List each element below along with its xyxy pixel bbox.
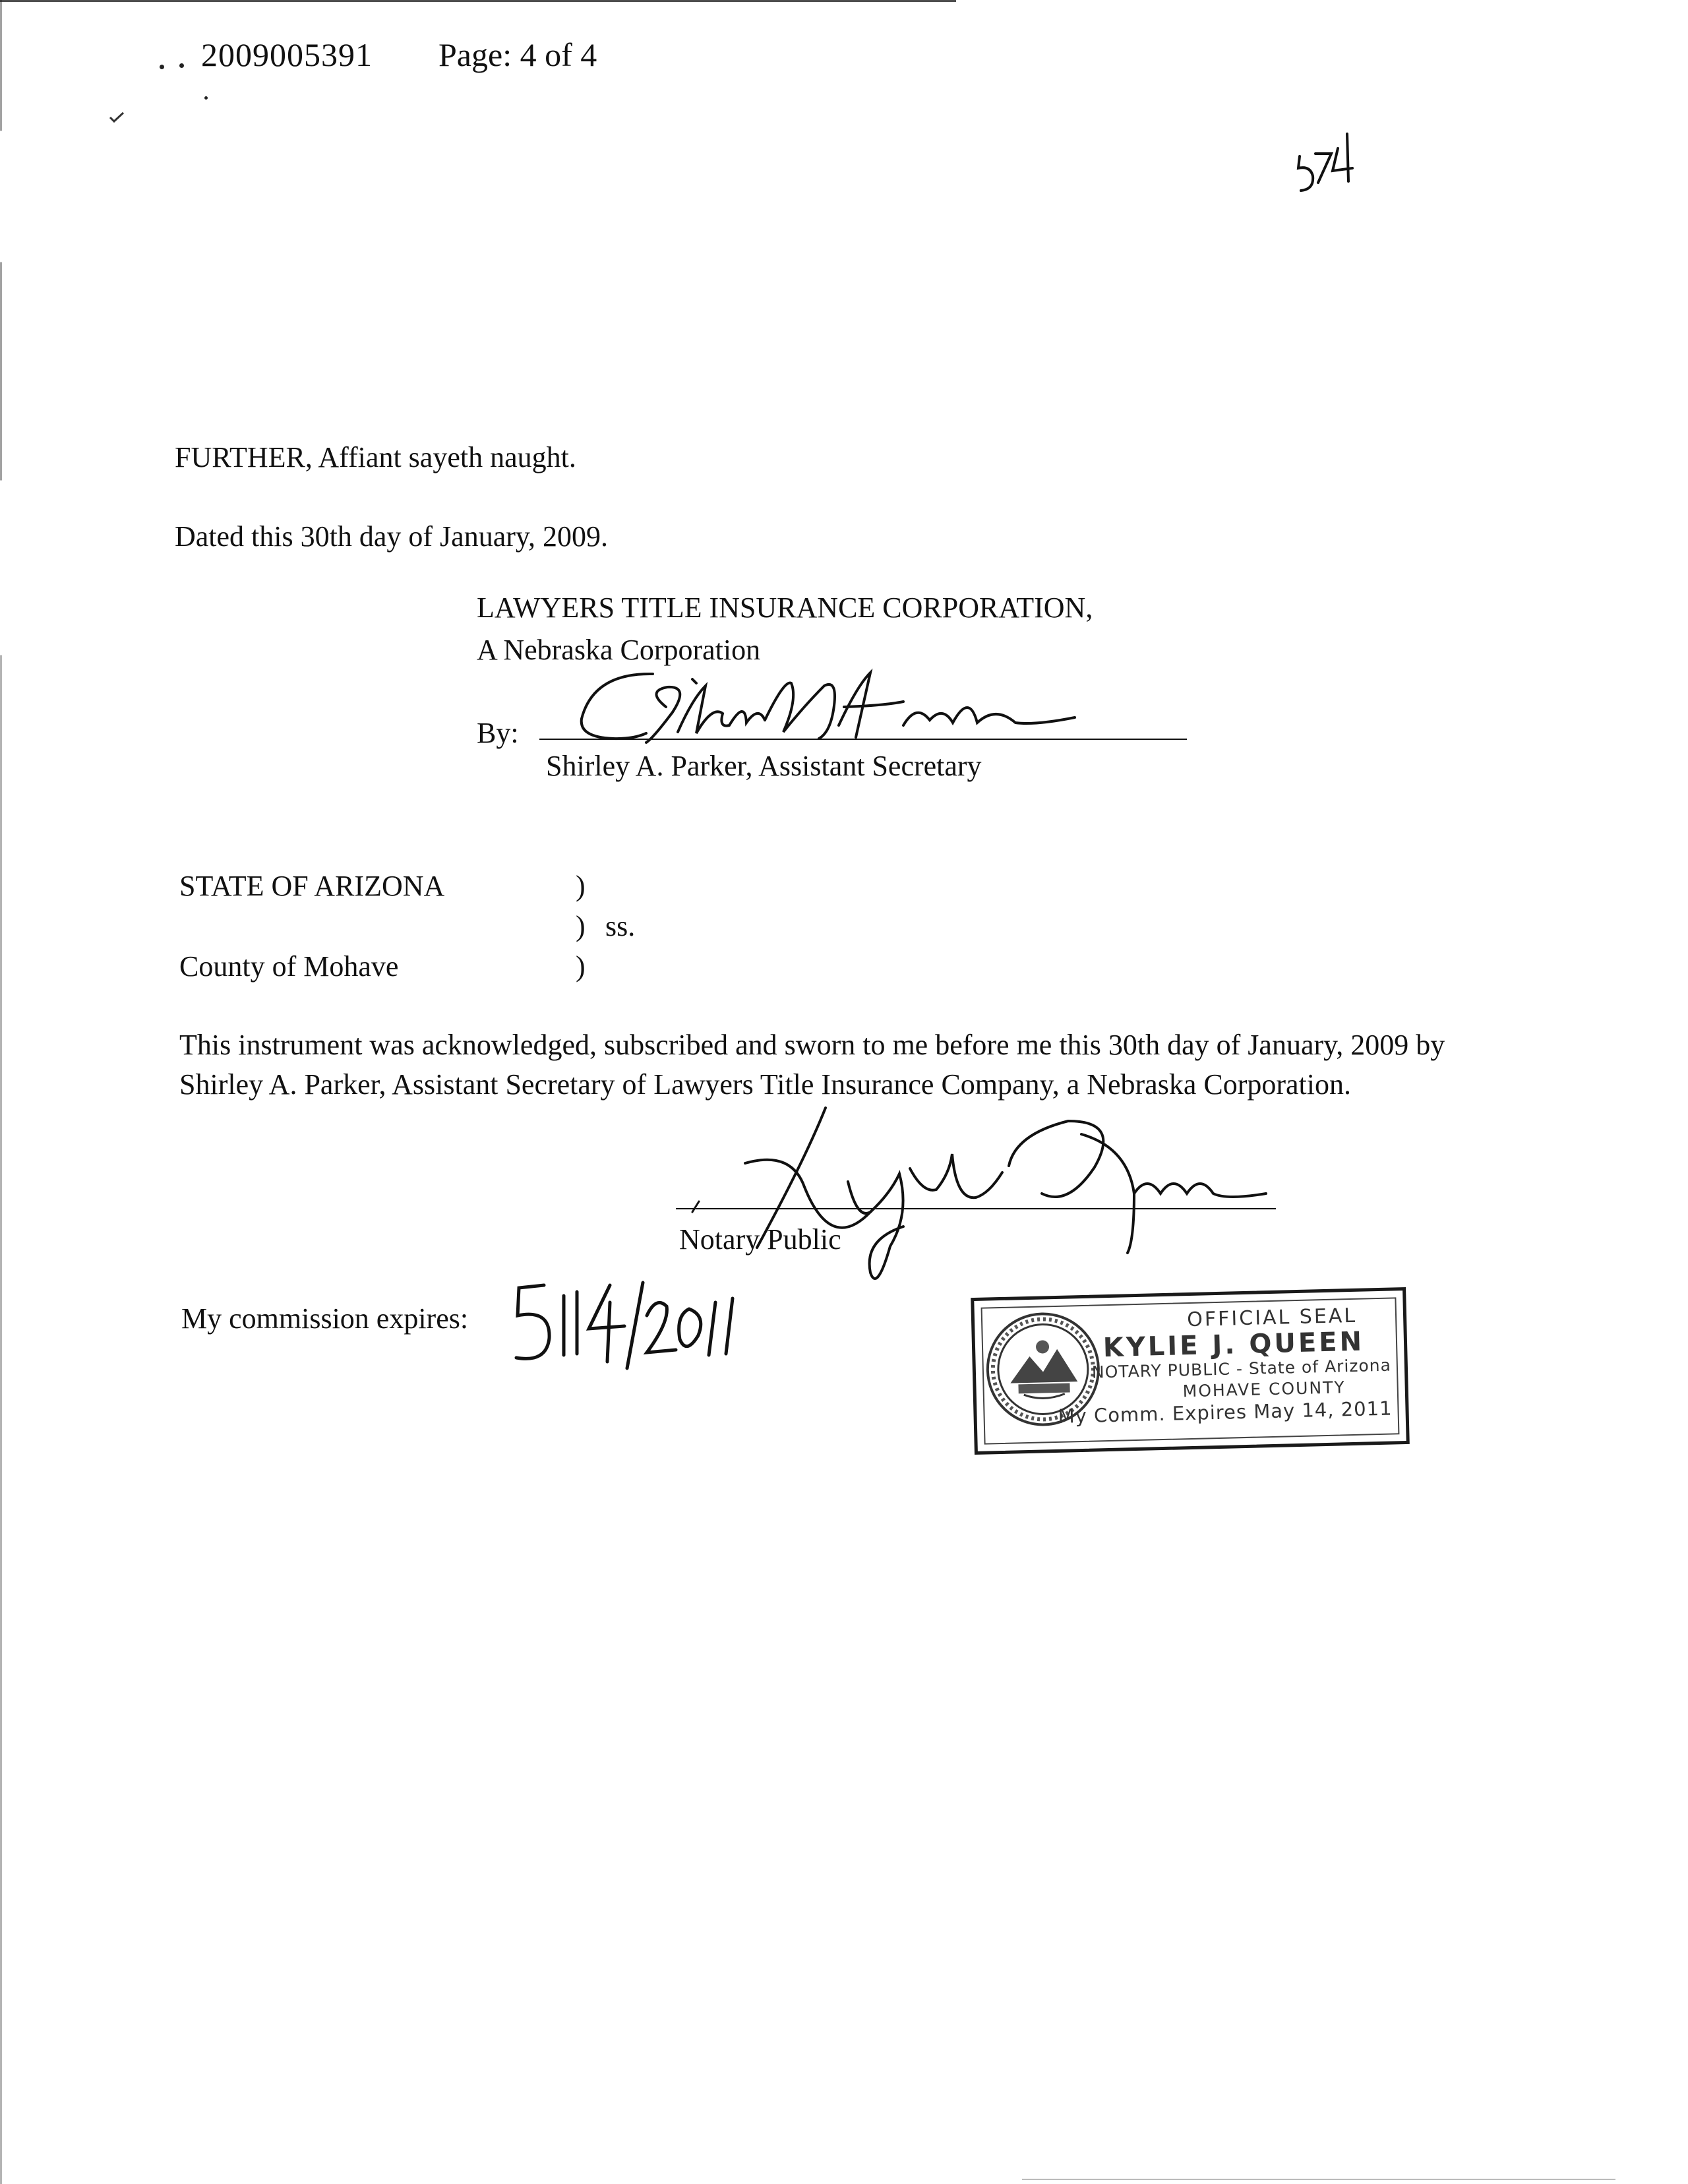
scan-speck	[160, 65, 164, 69]
scan-edge-top	[0, 0, 956, 2]
notary-signature	[673, 1095, 1292, 1292]
scan-speck	[204, 96, 208, 100]
seal-jurisdiction: NOTARY PUBLIC - State of Arizona	[1091, 1355, 1392, 1382]
document-number: 2009005391	[201, 36, 373, 73]
seal-heading: OFFICIAL SEAL	[1186, 1304, 1358, 1332]
venue-paren: )	[576, 950, 586, 983]
handwritten-commission-date	[511, 1276, 748, 1375]
company-name: LAWYERS TITLE INSURANCE CORPORATION,	[477, 592, 1093, 624]
by-label: By:	[477, 717, 519, 749]
acknowledgment-paragraph: This instrument was acknowledged, subscribed and sworn to me before me this 30th day of January, 2009 by Shirley A. Parker, Assistant Secretary of Lawyers Title Insurance Company, a Nebraska Corporation.	[179, 1029, 1445, 1101]
scan-speck	[179, 63, 184, 68]
scan-edge-bottom	[1022, 2179, 1615, 2180]
signature-line	[539, 739, 1187, 740]
notary-public-label: Notary Public	[679, 1223, 841, 1256]
venue-paren: )	[576, 870, 586, 902]
seal-notary-name: KYLIE J. QUEEN	[1102, 1326, 1365, 1364]
handwritten-margin-note	[1296, 115, 1368, 201]
scan-edge-left	[0, 0, 2, 2184]
corporation-type: A Nebraska Corporation	[477, 634, 761, 666]
venue-state: STATE OF ARIZONA	[179, 870, 445, 902]
dated-statement: Dated this 30th day of January, 2009.	[175, 520, 609, 553]
official-notary-seal	[971, 1287, 1410, 1455]
commission-expires-label: My commission expires:	[181, 1302, 469, 1335]
signer-signature	[574, 659, 1088, 758]
venue-ss: ss.	[605, 910, 636, 942]
check-mark-icon	[109, 111, 126, 124]
seal-county: MOHAVE COUNTY	[1182, 1378, 1346, 1401]
signer-name-title: Shirley A. Parker, Assistant Secretary	[546, 750, 982, 782]
venue-paren: )	[576, 910, 586, 942]
page-indicator: Page: 4 of 4	[438, 36, 597, 73]
notary-signature-line	[676, 1208, 1276, 1209]
venue-county: County of Mohave	[179, 950, 399, 983]
further-statement: FURTHER, Affiant sayeth naught.	[175, 441, 576, 473]
seal-expiration: My Comm. Expires May 14, 2011	[1058, 1397, 1393, 1428]
